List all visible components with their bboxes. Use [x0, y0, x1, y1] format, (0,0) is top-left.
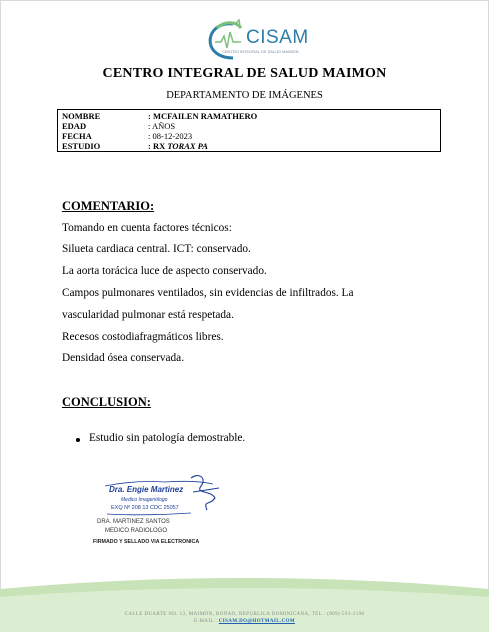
comment-line: Silueta cardiaca central. ICT: conservado.: [62, 243, 251, 255]
comment-line: Densidad ósea conservada.: [62, 352, 185, 364]
comment-line: Tomando en cuenta factores técnicos:: [62, 222, 232, 234]
date-value: : 08-12-2023: [148, 131, 193, 141]
comment-line: La aorta torácica luce de aspecto conservado.: [62, 265, 267, 277]
conclusion-item: Estudio sin patología demostrable.: [89, 432, 246, 444]
date-label: FECHA: [62, 131, 92, 141]
stamp-exq: EXQ Nº 208 13 CDC 25057: [111, 505, 179, 511]
age-label: EDAD: [62, 121, 87, 131]
doctor-title: MEDICO RADIOLOGO: [105, 528, 168, 534]
logo-name: CISAM: [246, 27, 309, 48]
signature-note: FIRMADO Y SELLADO VIA ELECTRONICA: [93, 539, 200, 545]
comment-line: Recesos costodiafragmáticos libres.: [62, 331, 224, 343]
age-value: : AÑOS: [148, 121, 176, 131]
name-value: : MCFAILEN RAMATHERO: [148, 111, 258, 121]
logo-tagline: CENTRO INTEGRAL DE SALUD MAIMON: [222, 49, 299, 54]
comment-line: vascularidad pulmonar está respetada.: [62, 309, 234, 321]
stamp-title: Medico Imagenólogo: [121, 497, 168, 503]
stamp-name: Dra. Engie Martinez: [109, 485, 184, 494]
document-title: CENTRO INTEGRAL DE SALUD MAIMON: [102, 66, 387, 81]
patient-info-box: [57, 109, 441, 152]
bullet-icon: [76, 438, 80, 442]
doctor-name: DRA. MARTINEZ SANTOS: [97, 519, 170, 525]
signature-block: [95, 472, 225, 552]
comment-line: Campos pulmonares ventilados, sin evidencias de infiltrados. La: [62, 287, 354, 299]
study-value: TORAX PA: [167, 141, 208, 151]
footer-address: CALLE DUARTE NO. 13, MAIMÓN, BONAO, REPUBLICA DOMINICANA, TEL.: (809)-591-2198: [124, 612, 365, 617]
study-label: ESTUDIO: [62, 141, 101, 151]
department-name: DEPARTAMENTO DE IMÁGENES: [166, 90, 323, 101]
footer-email-link[interactable]: CISAM.DO@HOTMAIL.COM: [218, 619, 296, 624]
footer-email-line: [0, 619, 489, 624]
stamp-icon: [95, 472, 225, 518]
footer-email-label: E-MAIL :: [193, 619, 218, 624]
comment-heading: COMENTARIO:: [62, 199, 155, 213]
name-label: NOMBRE: [62, 111, 101, 121]
conclusion-heading: CONCLUSION:: [62, 395, 151, 409]
study-value-wrap: [148, 141, 208, 151]
study-prefix: : RX: [148, 141, 166, 151]
